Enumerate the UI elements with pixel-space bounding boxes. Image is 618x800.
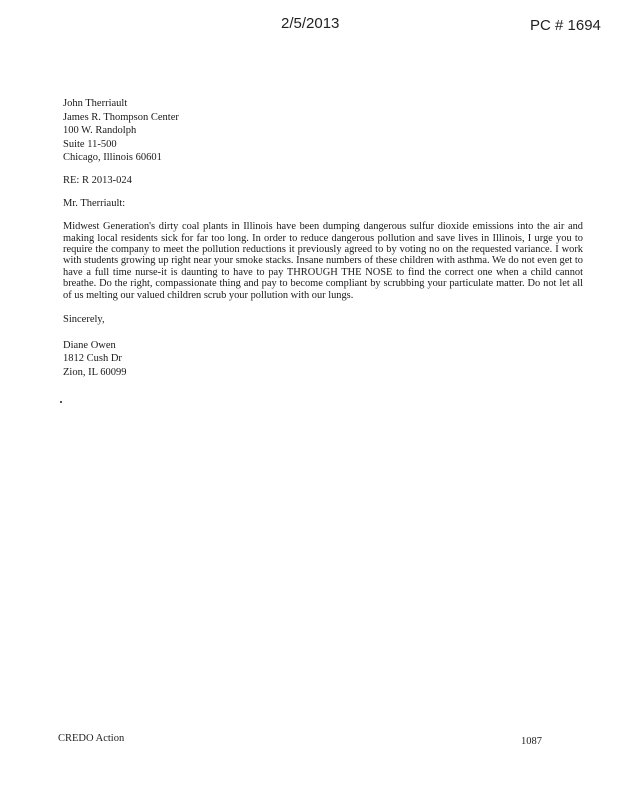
recipient-address <box>63 97 583 165</box>
re-line: RE: R 2013-024 <box>63 174 132 186</box>
header-pc-number: PC # 1694 <box>530 17 601 34</box>
closing: Sincerely, <box>63 314 105 325</box>
recipient-name: John Therriault <box>63 98 128 109</box>
recipient-building: James R. Thompson Center <box>63 111 179 123</box>
recipient-street: 100 W. Randolph <box>63 125 137 137</box>
salutation: Mr. Therriault: <box>63 197 126 209</box>
footer-page-number: 1087 <box>521 736 542 747</box>
letter-body <box>63 97 583 379</box>
letter-paragraph: Midwest Generation's dirty coal plants in Illinois have been dumping dangerous sulfur dioxide emissions into the air and making local residents sick for far too long. In order to reduce dangerous pollution and save lives in Illinois, I urge you to require the company to meet the pollution reductions it previously agreed to by voting no on the requested variance. I work with students growing up right near your smoke stacks. Insane numbers of these children with asthma. We do not even get to have a full time nurse-it is daunting to have to pay THROUGH THE NOSE to find the correct one when a child cannot breathe. Do the right, compassionate thing and pay to become compliant by scrubbing your particulate matter. Do not let all of us melting our valued children scrub your pollution with our lungs. <box>63 221 583 301</box>
recipient-city: Chicago, Illinois 60601 <box>63 152 162 164</box>
header-date: 2/5/2013 <box>281 15 340 32</box>
signature-block <box>63 339 583 380</box>
recipient-suite: Suite 11-500 <box>63 138 117 150</box>
signer-name: Diane Owen <box>63 339 116 351</box>
signer-city: Zion, IL 60099 <box>63 366 127 378</box>
signer-street: 1812 Cush Dr <box>63 353 122 365</box>
footer-source: CREDO Action <box>58 733 125 744</box>
scan-speck <box>60 401 62 403</box>
